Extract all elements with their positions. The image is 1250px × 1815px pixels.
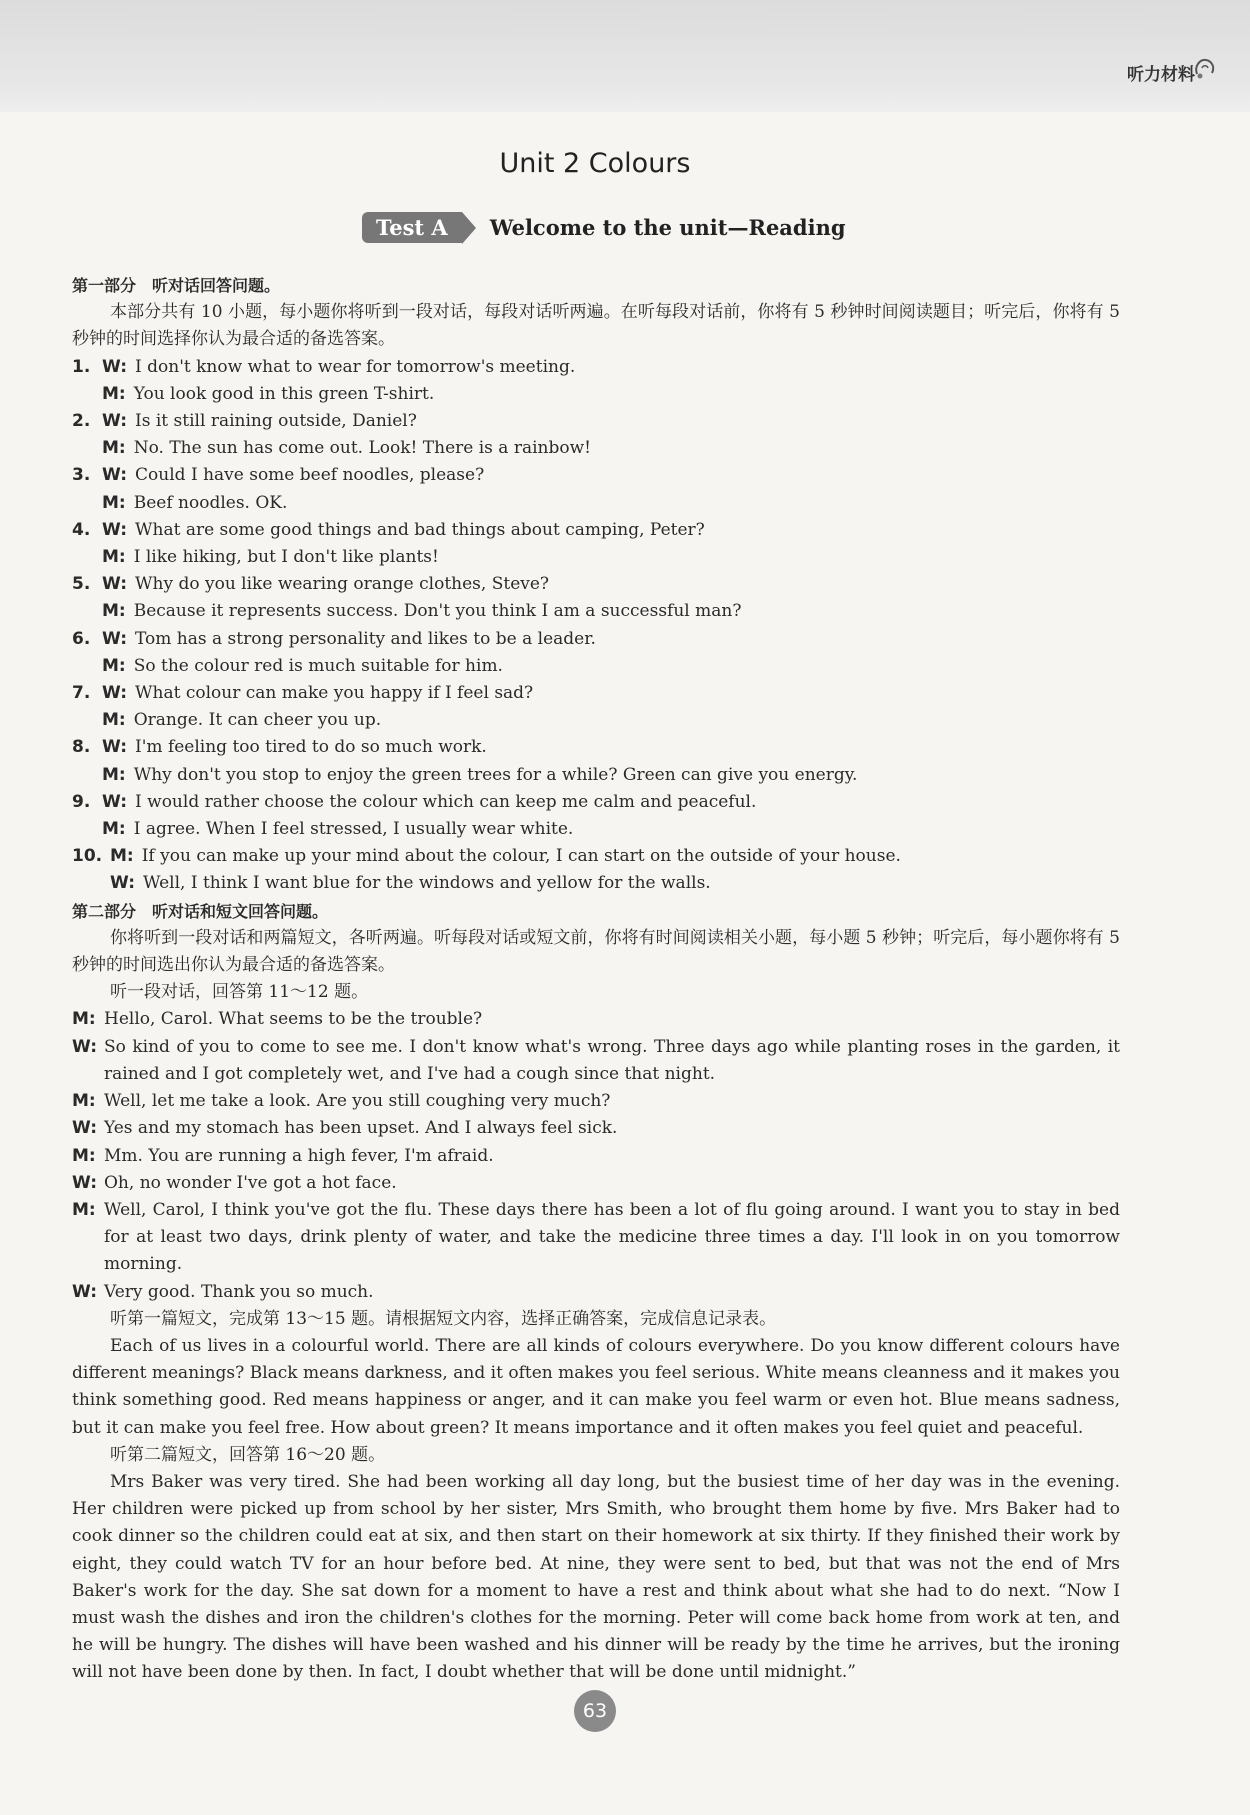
passage1: Each of us lives in a colourful world. There are all kinds of colours everywhere. Do you know different colours have different meanings? Black means darkness, and it often makes you feel serious. White means cleanness and it makes you think something good. Red means happiness or anger, and it can make you feel warm or even hot. Blue means sadness, but it can make you feel free. How about green? It means importance and it often makes you feel quiet and peaceful.	[72, 1335, 1120, 1438]
list-item: M: No. The sun has come out. Look! There is a rainbow!	[102, 438, 591, 459]
header-tag: 听力材料	[1127, 65, 1195, 85]
passage2-intro: 听第二篇短文，回答第 16～20 题。	[110, 1444, 386, 1465]
list-item: M: Beef noodles. OK.	[102, 492, 288, 513]
list-item: M: So the colour red is much suitable for him.	[102, 655, 503, 676]
list-item: M: Because it represents success. Don't you think I am a successful man?	[102, 601, 742, 622]
part1-items	[72, 354, 1120, 898]
dialogue	[72, 1006, 1120, 1305]
list-item: 6. W: Tom has a strong personality and likes to be a leader.	[72, 628, 596, 649]
test-badge: Test A	[362, 212, 462, 243]
list-item: 7. W: What colour can make you happy if I feel sad?	[72, 683, 534, 704]
test-subtitle: Welcome to the unit—Reading	[489, 215, 846, 240]
test-heading	[362, 212, 846, 243]
dialogue-line: M: Hello, Carol. What seems to be the trouble?	[72, 1009, 483, 1030]
dialogue-line: W: Yes and my stomach has been upset. And I always feel sick.	[72, 1118, 618, 1139]
dialogue-line: M: Well, Carol, I think you've got the flu. These days there has been a lot of flu going around. I want you to stay in bed for at least two days, drink plenty of water, and take the medicine three times a day. I'll look in on you tomorrow morning.	[72, 1199, 1120, 1275]
list-item: 9. W: I would rather choose the colour which can keep me calm and peaceful.	[72, 791, 757, 812]
list-item: W: Well, I think I want blue for the windows and yellow for the walls.	[110, 873, 711, 894]
list-item: 8. W: I'm feeling too tired to do so much work.	[72, 737, 487, 758]
dialogue-line: M: Well, let me take a look. Are you still coughing very much?	[72, 1091, 611, 1112]
list-item: 2. W: Is it still raining outside, Daniel?	[72, 411, 417, 432]
list-item: M: I like hiking, but I don't like plants!	[102, 547, 439, 568]
part1-heading: 第一部分 听对话回答问题。	[72, 276, 281, 295]
list-item: M: You look good in this green T-shirt.	[102, 383, 435, 404]
listening-script	[72, 272, 1120, 1687]
list-item: M: I agree. When I feel stressed, I usually wear white.	[102, 819, 574, 840]
list-item: M: Orange. It can cheer you up.	[102, 710, 382, 731]
part2-heading: 第二部分 听对话和短文回答问题。	[72, 901, 329, 921]
unit-title: Unit 2 Colours	[499, 148, 691, 179]
dialogue-line: M: Mm. You are running a high fever, I'm afraid.	[72, 1145, 494, 1166]
passage1-intro: 听第一篇短文，完成第 13～15 题。请根据短文内容，选择正确答案，完成信息记录表。	[110, 1308, 777, 1329]
passage2: Mrs Baker was very tired. She had been working all day long, but the busiest time of her day was in the evening. Her children were picked up from school by her sister, Mrs Smith, who brought them home by five. Mrs Baker had to cook dinner so the children could eat at six, and then start on their homework at six thirty. If they finished their work by eight, they could watch TV for an hour before bed. At nine, they were sent to bed, but that was not the end of Mrs Baker's work for the day. She sat down for a moment to have a rest and think about what she had to do next. “Now I must wash the dishes and iron the children's clothes for the morning. Peter will come back home from work at ten, and he will be hungry. The dishes will have been washed and his dinner will be ready by the time he arrives, but the ironing will not have been done by then. In fact, I doubt whether that will be done until midnight.”	[72, 1471, 1120, 1683]
list-item: 10. M: If you can make up your mind about the colour, I can start on the outside of your house.	[72, 846, 901, 867]
dialogue-line: W: Very good. Thank you so much.	[72, 1281, 374, 1302]
list-item: 3. W: Could I have some beef noodles, please?	[72, 465, 485, 486]
part1-intro: 本部分共有 10 小题，每小题你将听到一段对话，每段对话听两遍。在听每段对话前，你将有 5 秒钟时间阅读题目；听完后，你将有 5 秒钟的时间选择你认为最合适的备选答案。	[72, 302, 1120, 350]
list-item: 1. W: I don't know what to wear for tomorrow's meeting.	[72, 356, 576, 377]
list-item: M: Why don't you stop to enjoy the green trees for a while? Green can give you energy.	[102, 764, 858, 785]
headphone-icon	[1192, 56, 1218, 82]
dialogue-line: W: So kind of you to come to see me. I don't know what's wrong. Three days ago while planting roses in the garden, it rained and I got completely wet, and I've had a cough since that night.	[72, 1036, 1120, 1084]
list-item: 5. W: Why do you like wearing orange clothes, Steve?	[72, 574, 550, 595]
header-band	[0, 0, 1250, 112]
page-number: 63	[574, 1690, 616, 1732]
part2-intro: 你将听到一段对话和两篇短文，各听两遍。听每段对话或短文前，你将有时间阅读相关小题，每小题 5 秒钟；听完后，每小题你将有 5 秒钟的时间选出你认为最合适的备选答案。	[72, 927, 1120, 976]
dialogue-intro: 听一段对话，回答第 11～12 题。	[110, 982, 369, 1003]
list-item: 4. W: What are some good things and bad things about camping, Peter?	[72, 519, 705, 540]
dialogue-line: W: Oh, no wonder I've got a hot face.	[72, 1172, 397, 1193]
